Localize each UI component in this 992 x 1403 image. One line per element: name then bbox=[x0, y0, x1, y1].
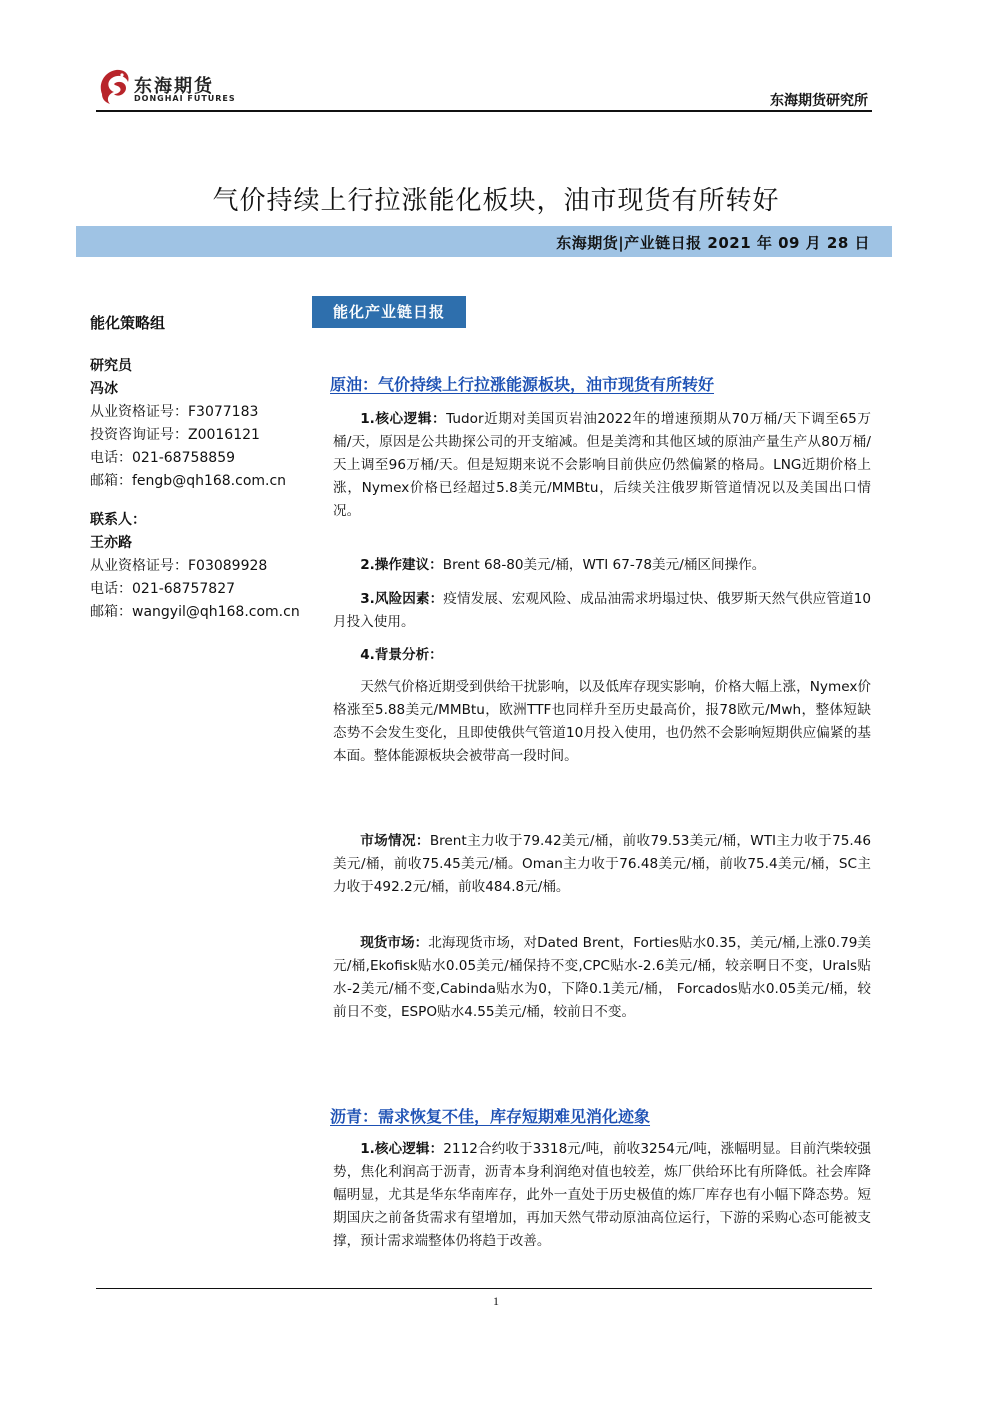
asphalt-logic-text: 2112合约收于3318元/吨，前收3254元/吨，涨幅明显。目前汽柴较强势，焦化利润高于沥青，沥青本身利润绝对值也较差，炼厂供给环比有所降低。社会库降幅明显，尤其是华东华南库存，此外一直处于历史极值的炼厂库存也有小幅下降态势。短期国庆之前备货需求有望增加，再加天然气带动原油高位运行，下游的采购心态可能被支撑，预计需求端整体仍将趋于改善。 bbox=[333, 1141, 871, 1249]
donghai-logo-icon bbox=[96, 64, 134, 108]
crude-risk bbox=[333, 588, 871, 634]
crude-bg-label: 4.背景分析： bbox=[360, 647, 443, 663]
contact-email: 邮箱：wangyil@qh168.com.cn bbox=[90, 604, 300, 620]
crude-risk-text: 疫情发展、宏观风险、成品油需求坍塌过快、俄罗斯天然气供应管道10月投入使用。 bbox=[333, 591, 871, 630]
contact-title: 联系人： bbox=[90, 512, 146, 528]
crude-bg-text: 天然气价格近期受到供给干扰影响，以及低库存现实影响，价格大幅上涨，Nymex价格涨至5.88美元/MMBtu，欧洲TTF也同样升至历史最高价，报78欧元/Mwh，整体短缺态势不会发生变化，且即使俄供气管道10月投入使用，也仍然不会影响短期供应偏紧的基本面。整体能源板块会被带高一段时间。 bbox=[333, 679, 871, 764]
page-number: 1 bbox=[493, 1294, 499, 1308]
crude-spot-text: 北海现货市场，对Dated Brent，Forties贴水0.35，美元/桶,上涨0.79美元/桶,Ekofisk贴水0.05美元/桶保持不变,CPC贴水-2.6美元/桶，较亲啊日不变，Urals贴水-2美元/桶不变,Cabinda贴水为0，下降0.1美元/桶， Forcados贴水0.05美元/桶，较前日不变，ESPO贴水4.55美元/桶，较前日不变。 bbox=[333, 935, 872, 1020]
report-title: 气价持续上行拉涨能化板块，油市现货有所转好 bbox=[212, 186, 780, 216]
crude-risk-label: 3.风险因素： bbox=[360, 591, 444, 607]
crude-advice-text: Brent 68-80美元/桶，WTI 67-78美元/桶区间操作。 bbox=[442, 557, 766, 573]
asphalt-logic-label: 1.核心逻辑： bbox=[360, 1141, 444, 1157]
contact-line: 从业资格证号：F03089928 bbox=[90, 558, 268, 574]
researcher-line: 投资咨询证号：Z0016121 bbox=[90, 427, 260, 443]
crude-market-label: 市场情况： bbox=[360, 833, 430, 849]
crude-bg-label-block bbox=[333, 644, 871, 667]
institute-name: 东海期货研究所 bbox=[770, 93, 868, 109]
header-rule bbox=[96, 110, 872, 112]
report-subtitle: 东海期货|产业链日报 2021 年 09 月 28 日 bbox=[556, 234, 870, 252]
crude-market bbox=[333, 830, 871, 899]
crude-logic-label: 1.核心逻辑： bbox=[360, 411, 447, 427]
researcher-title: 研究员 bbox=[90, 358, 132, 374]
crude-advice-label: 2.操作建议： bbox=[360, 557, 443, 573]
section-tag: 能化产业链日报 bbox=[312, 296, 466, 328]
researcher-line: 电话：021-68758859 bbox=[90, 450, 236, 466]
researcher-email: 邮箱：fengb@qh168.com.cn bbox=[90, 473, 287, 489]
sidebar-contacts bbox=[90, 312, 318, 624]
brand-name-en: DONGHAI FUTURES bbox=[134, 94, 236, 103]
researcher-name: 冯冰 bbox=[90, 381, 118, 397]
researcher-line: 从业资格证号：F3077183 bbox=[90, 404, 259, 420]
crude-spot-label: 现货市场： bbox=[360, 935, 429, 951]
asphalt-logic bbox=[333, 1138, 871, 1253]
crude-bg bbox=[333, 676, 871, 768]
crude-market-text: Brent主力收于79.42美元/桶，前收79.53美元/桶，WTI主力收于75.46美元/桶，前收75.45美元/桶。Oman主力收于76.48美元/桶，前收75.4美元/桶，SC主力收于492.2元/桶，前收484.8元/桶。 bbox=[333, 833, 871, 895]
crude-spot bbox=[333, 932, 871, 1024]
contact-name: 王亦路 bbox=[90, 535, 132, 551]
crude-heading[interactable]: 原油：气价持续上行拉涨能源板块，油市现货有所转好 bbox=[330, 375, 715, 394]
subtitle-band bbox=[76, 226, 892, 257]
crude-advice bbox=[333, 554, 871, 577]
footer-rule bbox=[96, 1288, 872, 1289]
contact-line: 电话：021-68757827 bbox=[90, 581, 236, 597]
crude-logic-text: Tudor近期对美国页岩油2022年的增速预期从70万桶/天下调至65万桶/天，原因是公共勘探公司的开支缩减。但是美湾和其他区域的原油产量生产从80万桶/天上调至96万桶/天。但是短期来说不会影响目前供应仍然偏紧的格局。LNG近期价格上涨，Nymex价格已经超过5.8美元/MMBtu，后续关注俄罗斯管道情况以及美国出口情况。 bbox=[333, 411, 871, 519]
asphalt-heading[interactable]: 沥青：需求恢复不佳，库存短期难见消化迹象 bbox=[330, 1107, 651, 1126]
crude-logic bbox=[333, 408, 871, 523]
brand-name-cn: 东海期货 bbox=[134, 76, 214, 97]
team-name: 能化策略组 bbox=[90, 314, 166, 332]
